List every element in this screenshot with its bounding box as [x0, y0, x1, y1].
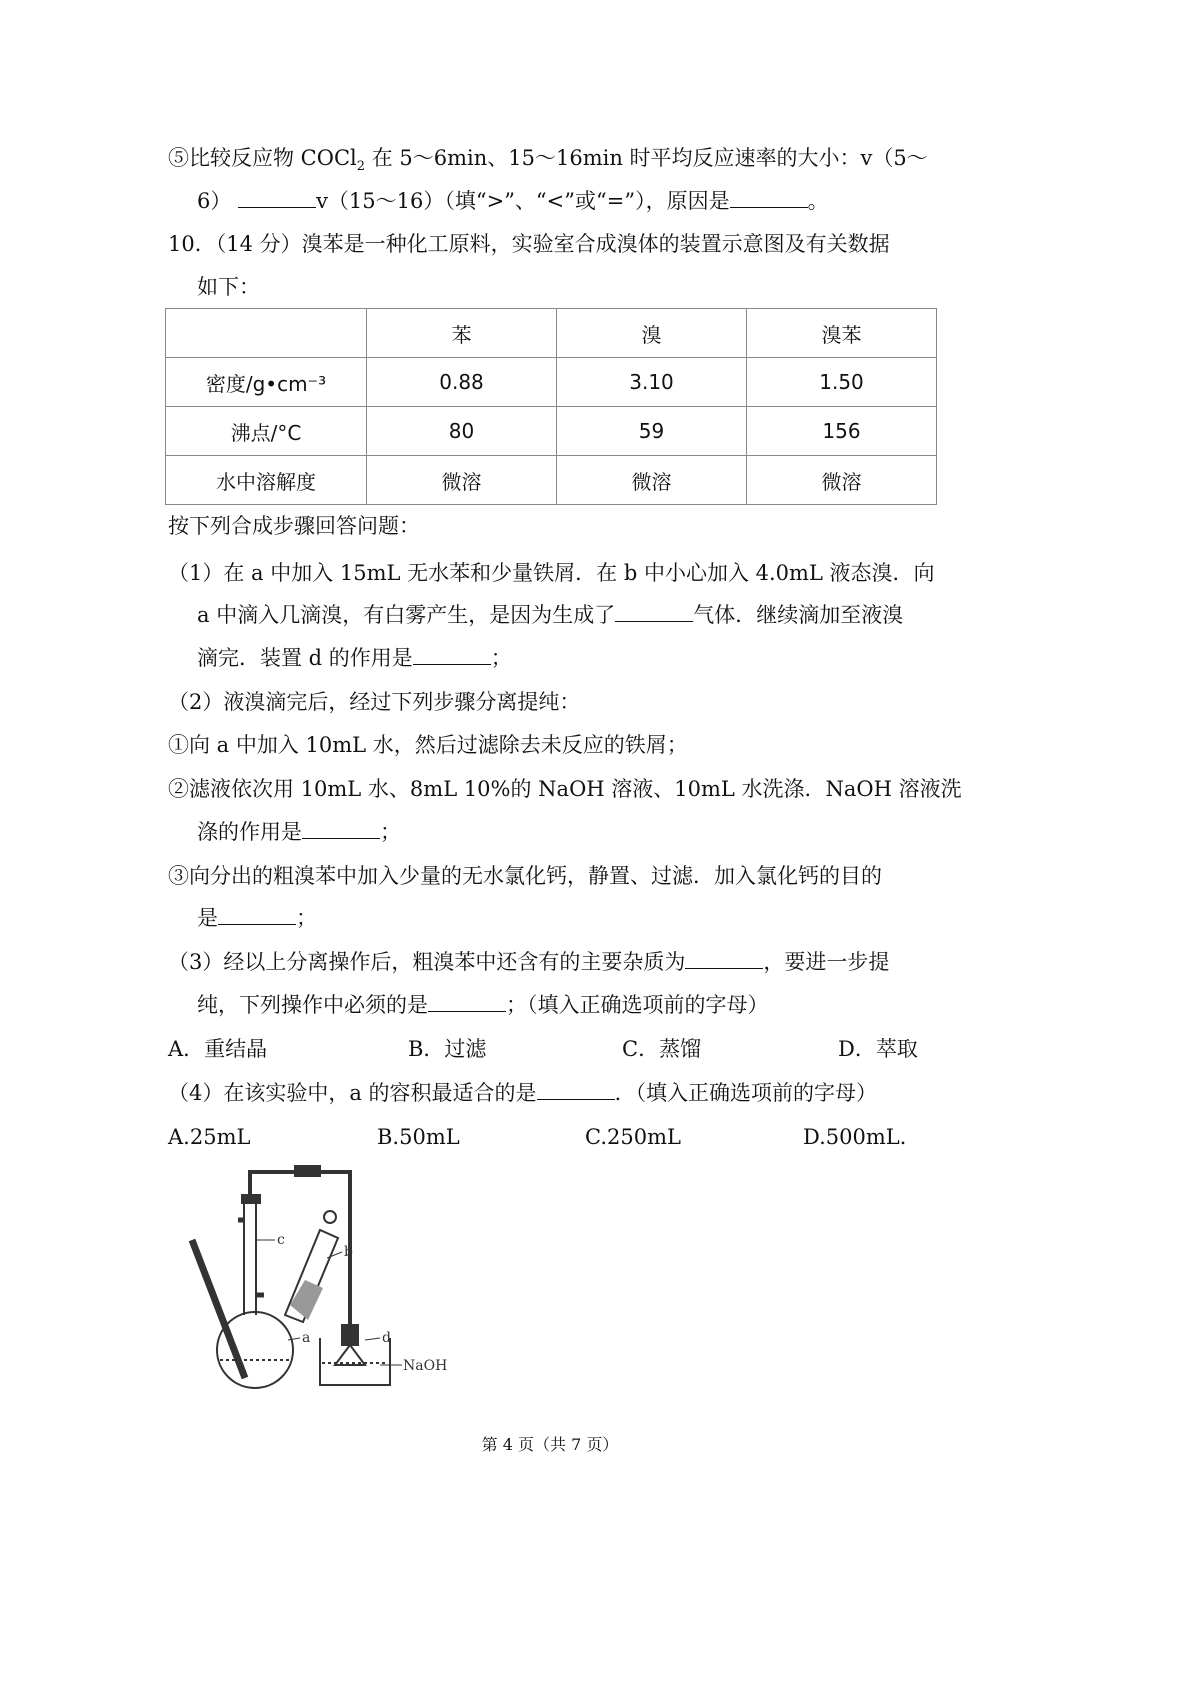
p2-step3-line2 — [197, 903, 317, 933]
text: 涤的作用是 — [197, 820, 302, 844]
p4-option-c: C.250mL — [585, 1125, 681, 1149]
q9-5-line2 — [197, 186, 829, 216]
text: ； — [380, 820, 401, 844]
data-table — [165, 308, 937, 505]
p1-line1: （1）在 a 中加入 15mL 无水苯和少量铁屑．在 b 中小心加入 4.0mL 液态溴．向 — [168, 561, 935, 585]
answer-blank[interactable] — [428, 991, 506, 1012]
flask-a — [217, 1312, 293, 1388]
text: ，要进一步提 — [763, 950, 890, 974]
table-cell: 80 — [367, 407, 557, 456]
p4-option-d: D.500mL． — [803, 1125, 921, 1149]
table-cell: 1.50 — [747, 358, 937, 407]
table-cell: 微溶 — [747, 456, 937, 505]
text: （4）在该实验中，a 的容积最适合的是 — [168, 1081, 537, 1105]
apparatus-diagram — [180, 1160, 470, 1390]
text: ；（填入正确选项前的字母） — [506, 993, 769, 1017]
p2-step1: ①向 a 中加入 10mL 水，然后过滤除去未反应的铁屑； — [168, 733, 688, 757]
p3-option-b: B．过滤 — [408, 1037, 487, 1061]
text: ．（填入正确选项前的字母） — [614, 1081, 878, 1105]
p3-line1 — [168, 947, 889, 977]
p4-line — [168, 1078, 877, 1108]
condenser-c — [244, 1203, 256, 1315]
table-cell: 沸点/°C — [166, 407, 367, 456]
answer-blank[interactable] — [238, 187, 316, 208]
p2-step2: ②滤液依次用 10mL 水、8mL 10%的 NaOH 溶液、10mL 水洗涤．NaOH 溶液洗 — [168, 777, 962, 801]
table-cell: 微溶 — [557, 456, 747, 505]
tube-connector — [295, 1166, 320, 1176]
q9-5-line1 — [168, 143, 928, 182]
answer-blank[interactable] — [685, 948, 763, 969]
condenser-stopper — [242, 1195, 260, 1203]
table-cell: 3.10 — [557, 358, 747, 407]
text: （3）经以上分离操作后，粗溴苯中还含有的主要杂质为 — [168, 950, 686, 974]
table-header: 溴苯 — [747, 309, 937, 358]
text: 滴完．装置 d 的作用是 — [197, 646, 413, 670]
text: 。 — [807, 189, 829, 213]
label-a: a — [302, 1330, 311, 1346]
table-cell: 156 — [747, 407, 937, 456]
table-row — [166, 358, 937, 407]
table-header: 溴 — [557, 309, 747, 358]
p2-step2-line2 — [197, 817, 401, 847]
table-cell: 0.88 — [367, 358, 557, 407]
answer-blank[interactable] — [302, 818, 380, 839]
p3-option-a: A．重结晶 — [168, 1037, 268, 1061]
table-row — [166, 407, 937, 456]
q10-intro: 10．（14 分）溴苯是一种化工原料，实验室合成溴体的装置示意图及有关数据 — [168, 232, 890, 256]
answer-blank[interactable] — [218, 904, 296, 925]
p3-line2 — [197, 990, 769, 1020]
p3-option-d: D．萃取 — [838, 1037, 918, 1061]
answer-blank[interactable] — [615, 601, 693, 622]
q10-intro2: 如下： — [197, 275, 260, 299]
text: ⑤比较反应物 COCl — [168, 146, 357, 170]
table-header: 苯 — [367, 309, 557, 358]
table-cell: 密度/g•cm⁻³ — [166, 358, 367, 407]
table-header-row — [166, 309, 937, 358]
answer-blank[interactable] — [413, 644, 491, 665]
p4-option-b: B.50mL — [377, 1125, 460, 1149]
p2-line1: （2）液溴滴完后，经过下列步骤分离提纯： — [168, 690, 581, 714]
p2-step3: ③向分出的粗溴苯中加入少量的无水氯化钙，静置、过滤．加入氯化钙的目的 — [168, 864, 882, 888]
label-d: d — [382, 1330, 391, 1346]
text: ； — [490, 646, 512, 670]
text: 纯，下列操作中必须的是 — [197, 993, 428, 1017]
p3-option-c: C．蒸馏 — [622, 1037, 702, 1061]
table-cell: 59 — [557, 407, 747, 456]
page-footer: 第 4 页（共 7 页） — [481, 1435, 619, 1454]
text: ； — [296, 906, 317, 930]
text: a 中滴入几滴溴，有白雾产生，是因为生成了 — [197, 603, 616, 627]
table-cell: 水中溶解度 — [166, 456, 367, 505]
table-header — [166, 309, 367, 358]
text: 6） — [197, 189, 232, 213]
p4-option-a: A.25mL — [168, 1125, 251, 1149]
subscript: 2 — [356, 159, 366, 175]
p1-line2 — [197, 600, 903, 630]
label-naoh: NaOH — [403, 1358, 448, 1374]
text: 气体．继续滴加至液溴 — [693, 603, 904, 627]
text: 在 5～6min、15～16min 时平均反应速率的大小：v（5～ — [365, 146, 928, 170]
connecting-tube — [250, 1172, 350, 1340]
p1-line3 — [197, 643, 512, 673]
text: 是 — [197, 906, 218, 930]
table-row — [166, 456, 937, 505]
label-c: c — [277, 1232, 285, 1248]
label-b: b — [344, 1244, 353, 1260]
answer-blank[interactable] — [537, 1079, 615, 1100]
text: v（15～16）（填“>”、“<”或“=”），原因是 — [316, 189, 730, 213]
steps-intro: 按下列合成步骤回答问题： — [168, 514, 420, 538]
table-cell: 微溶 — [367, 456, 557, 505]
answer-blank[interactable] — [730, 187, 808, 208]
condenser-ports — [238, 1220, 264, 1295]
